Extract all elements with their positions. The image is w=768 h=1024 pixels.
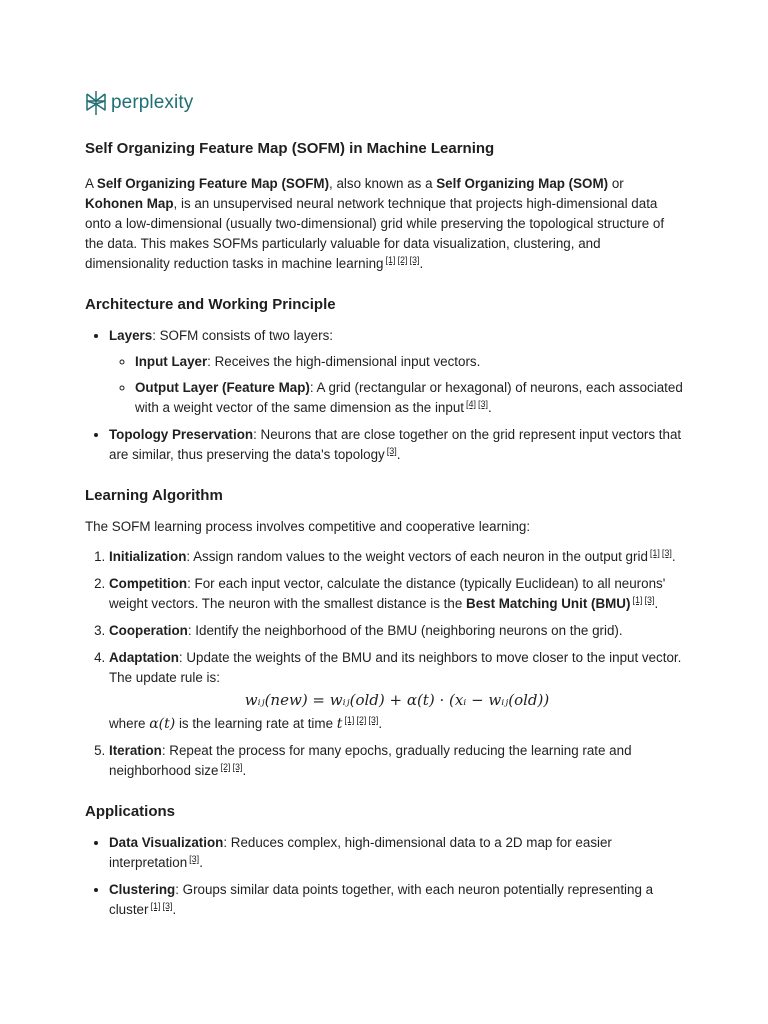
- learning-steps-list: [85, 547, 685, 781]
- list-item: 3. Cooperation: Identify the neighborhood of the BMU (neighboring neurons on the grid).: [109, 621, 685, 641]
- citation-link[interactable]: [2]: [356, 715, 367, 725]
- citation-link[interactable]: [2]: [220, 762, 231, 772]
- page-title: Self Organizing Feature Map (SOFM) in Machine Learning: [85, 140, 495, 157]
- section-heading-applications: Applications: [85, 803, 176, 820]
- list-item: 1. Initialization: Assign random values to the weight vectors of each neuron in the output grid [1] [3].: [109, 547, 685, 567]
- citation-link[interactable]: [3]: [189, 854, 200, 864]
- citation-link[interactable]: [2]: [397, 255, 408, 265]
- answer-content: [85, 138, 685, 928]
- architecture-list: [85, 326, 685, 465]
- brand-name: perplexity: [111, 92, 194, 113]
- perplexity-logo: [85, 90, 193, 116]
- section-heading-architecture: Architecture and Working Principle: [85, 296, 336, 313]
- citation-link[interactable]: [1]: [632, 595, 643, 605]
- citation-link[interactable]: [4]: [466, 399, 477, 409]
- citation-link[interactable]: [3]: [478, 399, 489, 409]
- list-item: • Clustering: Groups similar data points together, with each neuron potentially representing a cluster [1] [3].: [109, 880, 685, 920]
- learning-rate-symbol: α(t): [149, 716, 176, 732]
- citation-link[interactable]: [1]: [385, 255, 396, 265]
- list-item: • Topology Preservation: Neurons that are close together on the grid represent input vectors that are similar, thus preserving the data's topology [3].: [109, 425, 685, 465]
- citation-link[interactable]: [3]: [386, 446, 397, 456]
- perplexity-logo-icon: [85, 90, 107, 116]
- citation-link[interactable]: [1]: [344, 715, 355, 725]
- applications-list: [85, 833, 685, 920]
- list-item: • Data Visualization: Reduces complex, high-dimensional data to a 2D map for easier interpretation [3].: [109, 833, 685, 873]
- citation-link[interactable]: [1]: [649, 548, 660, 558]
- citation-link[interactable]: [3]: [661, 548, 672, 558]
- list-item: 4. Adaptation: Update the weights of the BMU and its neighbors to move closer to the input vector. The update rule is: wᵢⱼ(new) = wᵢⱼ(old) + α(t) · (xᵢ − wᵢⱼ(old)) where α(t) is the learning rate at time t [1] [2] [3].: [109, 648, 685, 734]
- citation-link[interactable]: [3]: [644, 595, 655, 605]
- learning-intro: The SOFM learning process involves competitive and cooperative learning:: [85, 519, 531, 534]
- time-symbol: t: [336, 716, 343, 732]
- section-heading-learning: Learning Algorithm: [85, 487, 223, 504]
- list-item: ◦ Input Layer: Receives the high-dimensional input vectors.: [135, 352, 685, 372]
- citation-link[interactable]: [3]: [409, 255, 420, 265]
- list-item: 5. Iteration: Repeat the process for many epochs, gradually reducing the learning rate and neighborhood size [2] [3].: [109, 741, 685, 781]
- citation-link[interactable]: [3]: [368, 715, 379, 725]
- citation-link[interactable]: [1]: [150, 901, 161, 911]
- layers-sublist: [109, 352, 685, 418]
- intro-paragraph: A Self Organizing Feature Map (SOFM), also known as a Self Organizing Map (SOM) or Kohonen Map, is an unsupervised neural network technique that projects high-dimensional data onto a low-dimensional (usually two-dimensional) grid while preserving the topological structure of the data. This makes SOFMs particularly valuable for data visualization, clustering, and dimensionality reduction tasks in machine learning [1] [2] [3].: [85, 176, 665, 271]
- list-item: ◦ Output Layer (Feature Map): A grid (rectangular or hexagonal) of neurons, each associated with a weight vector of the same dimension as the input [4] [3].: [135, 378, 685, 418]
- citation-link[interactable]: [3]: [162, 901, 173, 911]
- citation-link[interactable]: [3]: [232, 762, 243, 772]
- list-item: 2. Competition: For each input vector, calculate the distance (typically Euclidean) to all neurons' weight vectors. The neuron with the smallest distance is the Best Matching Unit (BMU) [1] [3].: [109, 574, 685, 614]
- update-rule-formula: wᵢⱼ(new) = wᵢⱼ(old) + α(t) · (xᵢ − wᵢⱼ(old)): [244, 691, 550, 709]
- list-item: • Layers: SOFM consists of two layers: ◦ Input Layer: Receives the high-dimensional input vectors. ◦ Output Layer (Feature Map): A grid (rectangular or hexagonal) of neurons, each associated with a weight vector of the same dimension as the input [4] [3].: [109, 326, 685, 418]
